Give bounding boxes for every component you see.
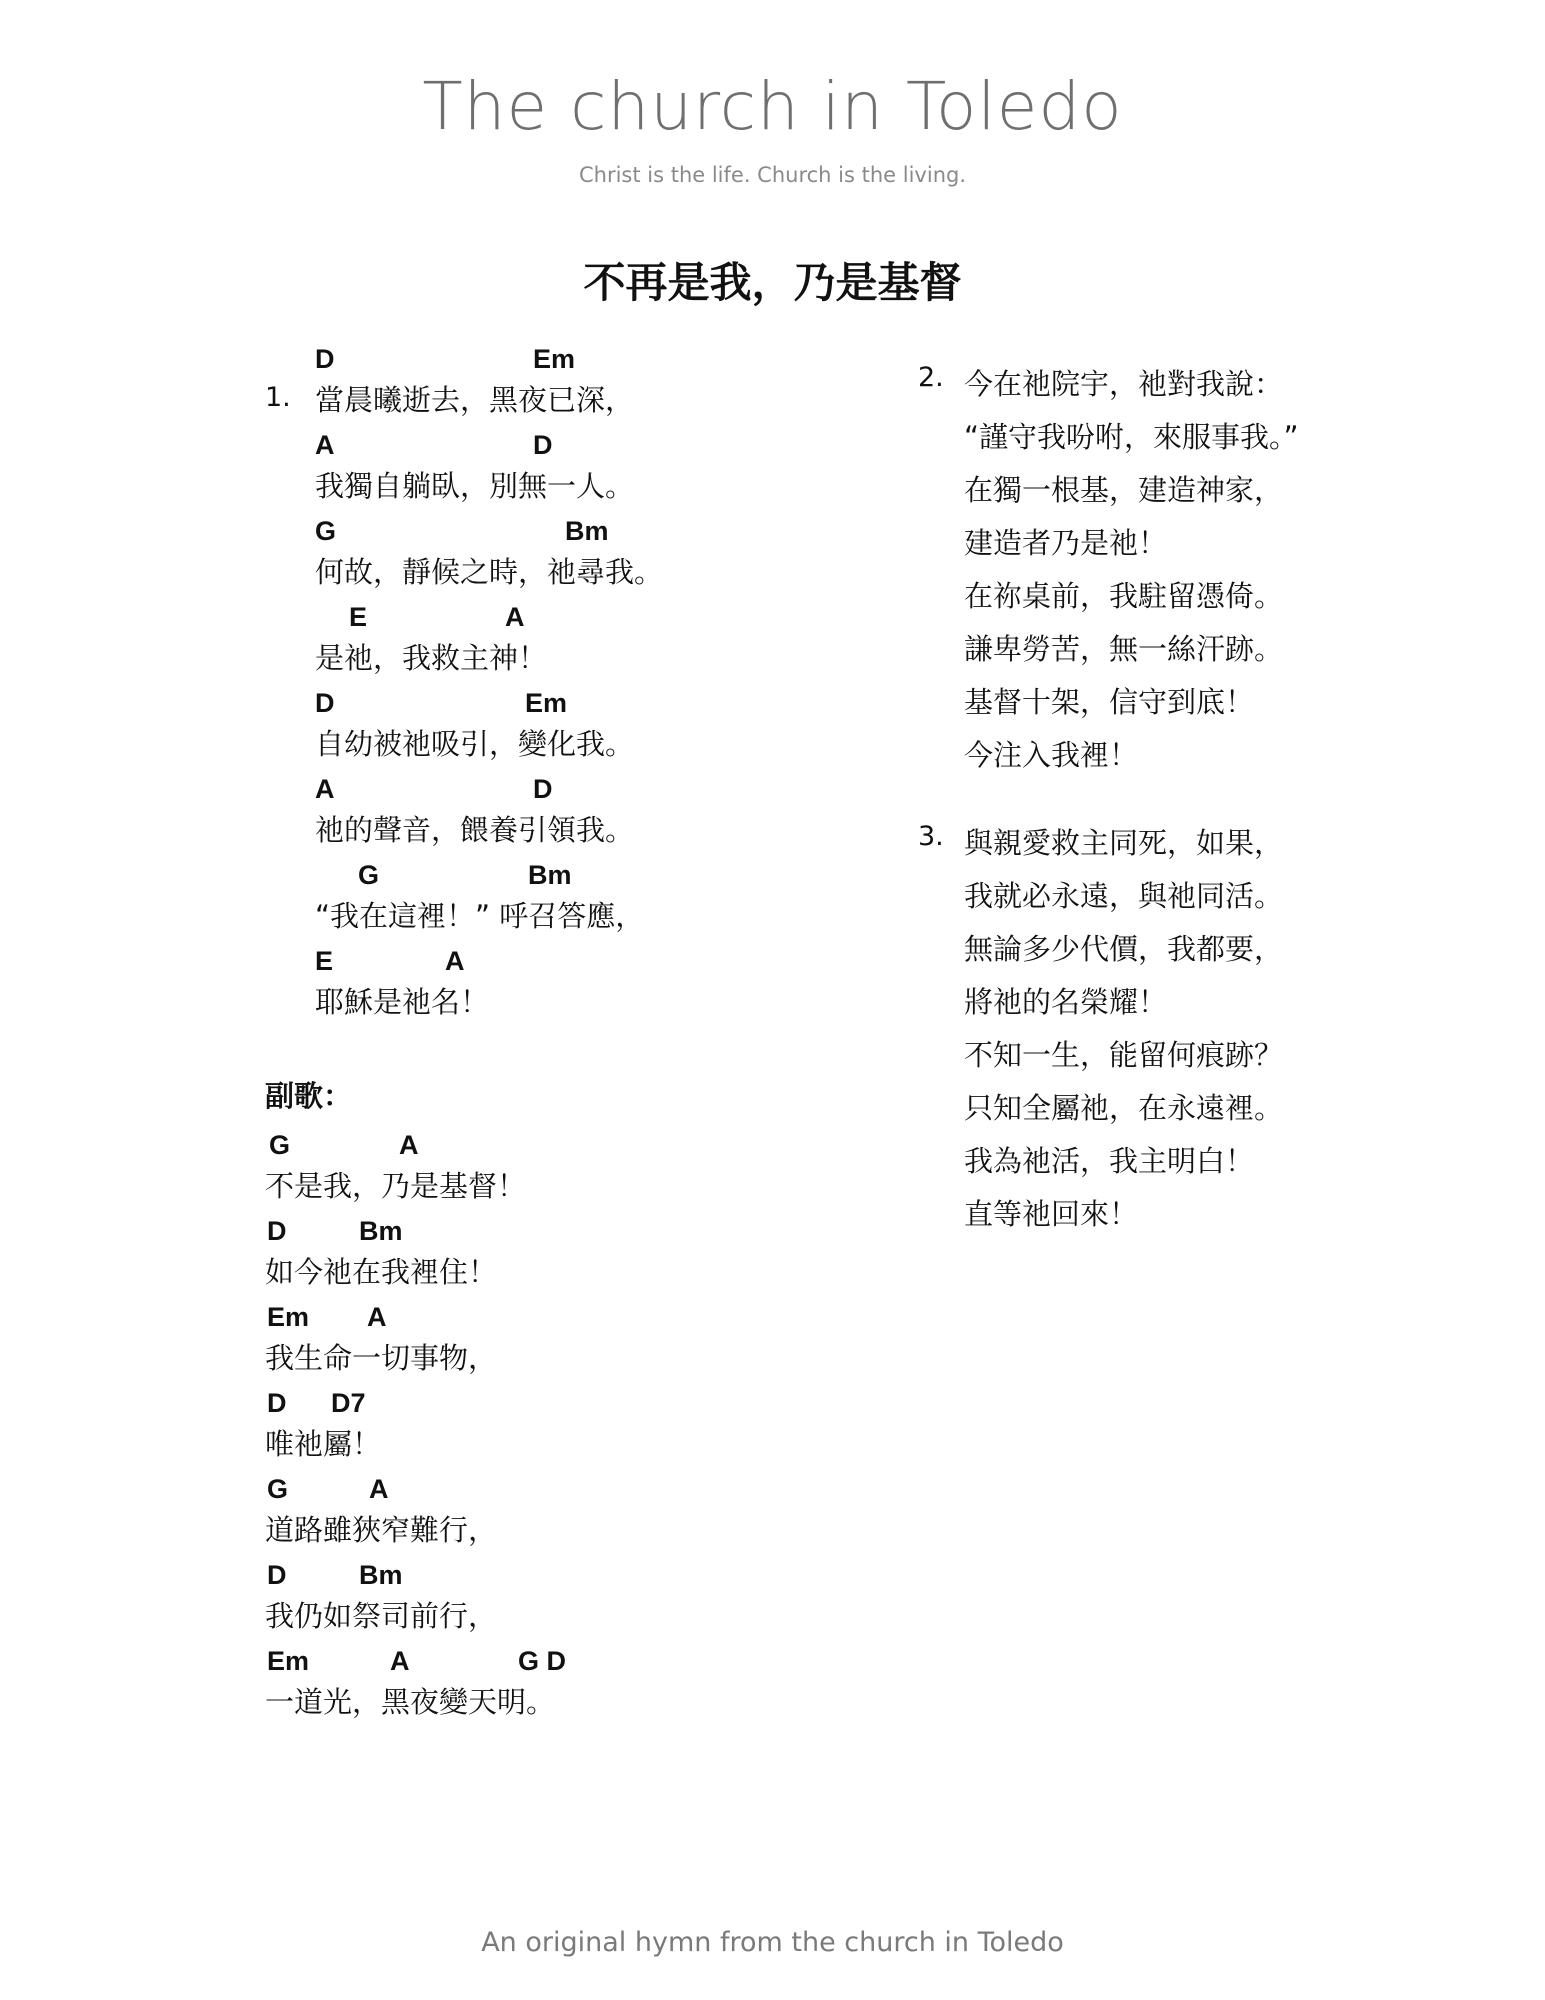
chord-lyric-line [265,688,965,774]
chord: D [533,430,553,460]
stanza-number: 1. [265,382,291,413]
lyric-line: 祂的聲音，餵養引領我。 [315,813,635,847]
chord: D [533,774,553,804]
chord-lyric-line [265,1646,965,1732]
chord-lyric-line [265,1474,965,1560]
page-footer: An original hymn from the church in Toledo [481,1927,1064,1958]
chord: Em [267,1302,310,1332]
chord: A [367,1302,387,1332]
chord: E [349,602,368,632]
chord: Em [267,1646,310,1676]
lyric-line: 基督十架，信守到底！ [964,685,1255,719]
lyric-line: 與親愛救主同死，如果， [964,826,1284,860]
chord: Bm [359,1216,403,1246]
chord: A [505,602,525,632]
chorus [265,1130,965,1732]
chord: A [445,946,465,976]
chord: A [390,1646,410,1676]
lyric-line: “謹守我吩咐，來服事我。” [964,420,1299,454]
lyric-line: 我獨自躺臥，別無一人。 [315,469,635,503]
chord: D [315,688,335,718]
chord: D [267,1388,287,1418]
lyric-line: 直等祂回來！ [964,1197,1139,1231]
lyric-line: 在獨一根基，建造神家， [964,473,1284,507]
chord: Bm [565,516,609,546]
chord: A [315,774,335,804]
chord: A [315,430,335,460]
chord-lyric-line [265,774,965,860]
chord: G [358,860,380,890]
lyric-line: 不是我，乃是基督！ [265,1169,527,1203]
lyric-line: “我在這裡！” 呼召答應， [315,899,645,933]
lyric-line: 自幼被祂吸引，變化我。 [315,727,635,761]
chord-lyric-line [265,860,965,946]
lyric-line: 今在祂院宇，祂對我說： [964,367,1284,401]
chord-lyric-line [265,946,965,1032]
lyric-line: 無論多少代價，我都要， [964,932,1284,966]
chord: D [267,1560,287,1590]
lyric-line: 不知一生，能留何痕跡？ [964,1038,1284,1072]
chord-lyric-line [265,1302,965,1388]
lyric-line: 今注入我裡！ [964,738,1139,772]
chord: D [315,344,335,374]
chord: G [267,1474,289,1504]
chorus-label: 副歌： [265,1079,353,1113]
lyric-line: 我為祂活，我主明白！ [964,1144,1255,1178]
chord-lyric-line [265,430,965,516]
chord-lyric-line [265,516,965,602]
verse-number: 2. [918,362,944,393]
lyric-line: 將祂的名榮耀！ [964,985,1168,1019]
stanza-1 [265,344,965,1032]
lyric-line: 一道光，黑夜變天明。 [265,1685,556,1719]
chord: G D [518,1646,567,1676]
lyric-line: 是祂，我救主神！ [315,641,548,675]
chord-lyric-line [265,1560,965,1646]
chord: Em [533,344,576,374]
site-title: The church in Toledo [422,68,1123,145]
lyric-line: 建造者乃是祂！ [964,526,1168,560]
chord-lyric-line [265,344,965,430]
verse-number: 3. [918,821,944,852]
chord: G [315,516,337,546]
lyric-line: 我仍如祭司前行， [265,1599,498,1633]
chord: D7 [331,1388,366,1418]
lyric-line: 謙卑勞苦，無一絲汗跡。 [964,632,1284,666]
chord: Em [525,688,568,718]
chord-lyric-line [265,1130,965,1216]
lyric-line: 如今祂在我裡住！ [265,1255,498,1289]
lyric-line: 耶穌是祂名！ [315,985,490,1019]
chord: Bm [359,1560,403,1590]
lyric-line: 當晨曦逝去，黑夜已深， [315,383,635,417]
chord-lyric-line [265,1388,965,1474]
chord: G [269,1130,291,1160]
lyric-line: 何故，靜候之時，祂尋我。 [315,555,664,589]
site-tagline: Christ is the life. Church is the living. [578,163,967,187]
chord-lyric-line [265,602,965,688]
lyric-line: 我就必永遠，與祂同活。 [964,879,1284,913]
lyric-line: 我生命一切事物， [265,1341,498,1375]
lyric-line: 道路雖狹窄難行， [265,1513,498,1547]
chord: E [315,946,334,976]
chord: A [369,1474,389,1504]
chord-lyric-line [265,1216,965,1302]
chord: Bm [528,860,572,890]
chord: D [267,1216,287,1246]
lyric-line: 只知全屬祂，在永遠裡。 [964,1091,1284,1125]
song-title: 不再是我，乃是基督 [583,258,962,307]
lyric-line: 在祢桌前，我駐留憑倚。 [964,579,1284,613]
chord: A [399,1130,419,1160]
lyric-line: 唯祂屬！ [265,1427,382,1461]
